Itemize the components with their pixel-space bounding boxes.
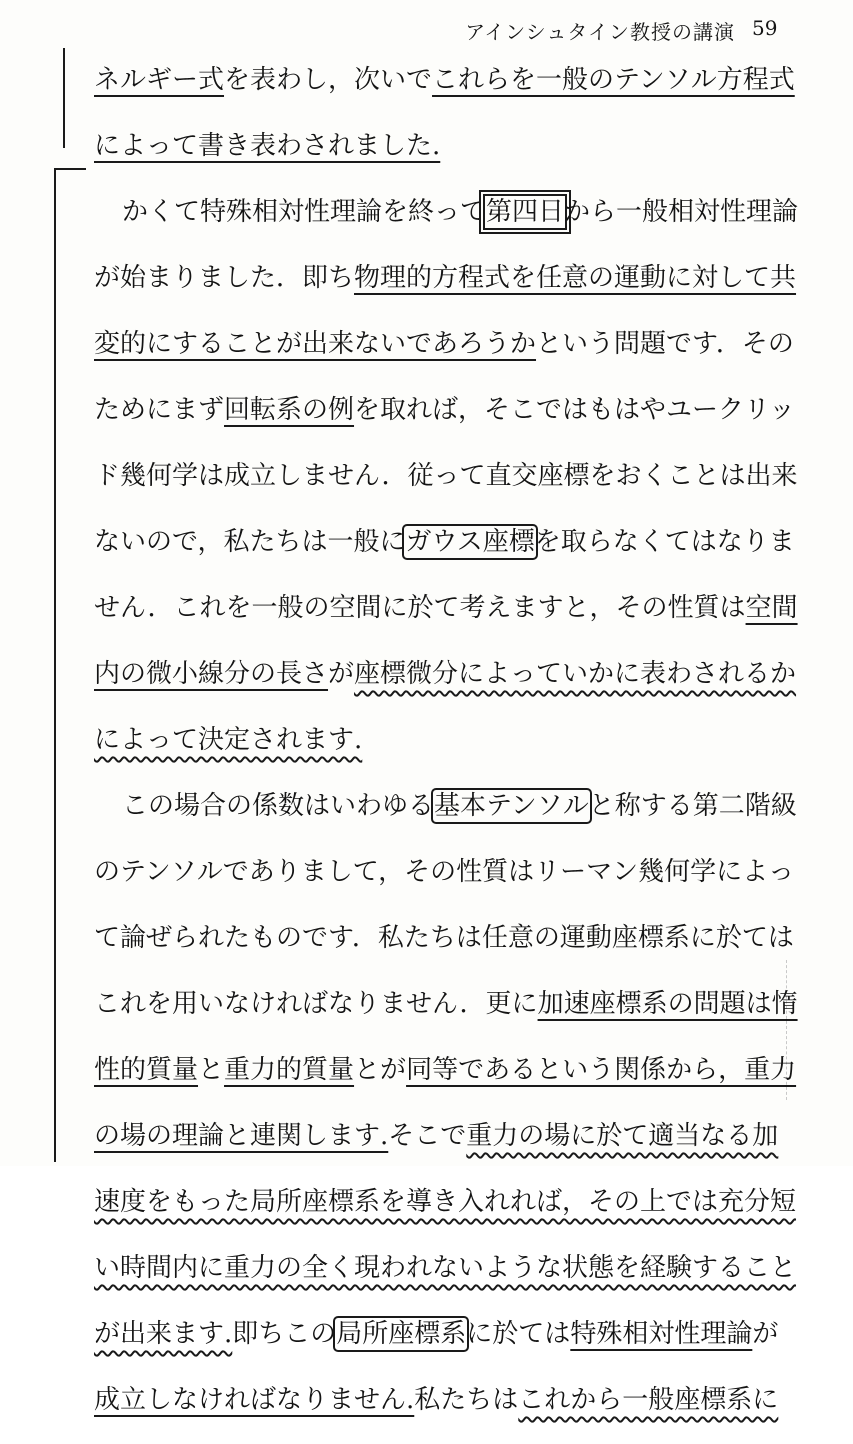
marked-text-ul: これらを一般のテンソル方程式 <box>432 65 795 95</box>
marked-text-wavy: 座標微分によっていかに表わされるか <box>354 659 797 689</box>
text-line <box>94 388 795 454</box>
marked-text-ul: 物理的方程式を任意の運動に対して共 <box>354 263 797 293</box>
text-segment: ド幾何学は成立しません．従って直交座標をおくことは出来 <box>94 461 798 491</box>
text-segment: ためにまず <box>94 395 225 425</box>
text-segment: これを用いなければなりません．更に <box>94 989 538 1019</box>
marked-text-wavy: い時間内に重力の全く現われないような状態を経験すること <box>94 1253 797 1283</box>
margin-bracket-top <box>63 48 65 148</box>
text-line <box>94 1114 779 1180</box>
text-line <box>94 916 794 982</box>
text-segment: かくて特殊相対性理論を終って <box>122 197 487 227</box>
text-segment: が <box>752 1319 779 1349</box>
marked-text-wavy: 重力の場に於て適当なる加 <box>466 1121 779 1151</box>
marked-text-ul: の場の理論と連関します. <box>94 1121 389 1151</box>
text-segment: この場合の係数はいわゆる <box>122 791 435 821</box>
text-line <box>94 454 798 520</box>
text-segment: に於ては <box>466 1319 571 1349</box>
text-segment: て論ぜられたものです．私たちは任意の運動座標系に於ては <box>94 923 794 953</box>
marked-text-ul: 重力的質量 <box>224 1055 355 1085</box>
text-line <box>94 1246 797 1312</box>
marked-text-boxed: 局所座標系 <box>336 1319 467 1349</box>
text-line <box>94 124 759 190</box>
text-segment: を取らなくてはなりま <box>534 527 795 557</box>
text-segment: から一般相対性理論 <box>564 197 799 227</box>
text-segment: とが <box>354 1055 407 1085</box>
marked-text-ul: 内の微小線分の長さ <box>94 659 329 689</box>
text-segment: せん．これを一般の空間に於て考えますと，その性質は <box>94 593 746 623</box>
marked-text-ul: ネルギー式 <box>94 65 225 95</box>
text-line <box>94 58 795 124</box>
text-line <box>94 256 797 322</box>
running-header: アインシュタイン教授の講演 <box>465 20 735 44</box>
text-segment: と <box>198 1055 225 1085</box>
text-segment: ないので，私たちは一般に <box>94 527 406 557</box>
marked-text-wavy: これから一般座標系に <box>518 1385 779 1415</box>
marked-text-ul: 加速座標系の問題は惰 <box>537 989 798 1019</box>
text-line <box>94 850 795 916</box>
marked-text-ul: 空間 <box>745 593 798 623</box>
text-line <box>94 1180 797 1246</box>
text-line <box>94 586 798 652</box>
text-line <box>94 322 794 388</box>
marked-text-double-box: 第四日 <box>486 197 565 227</box>
text-line <box>94 520 795 586</box>
text-line <box>94 190 799 256</box>
marked-text-ul: 性的質量 <box>94 1055 199 1085</box>
marked-text-ul: 回転系の例 <box>224 395 355 425</box>
text-segment: を表わし，次いで <box>224 65 433 95</box>
text-line <box>94 652 797 718</box>
text-line <box>94 718 759 784</box>
text-segment: のテンソルでありまして，その性質はリーマン幾何学によっ <box>94 857 795 887</box>
text-segment: が始まりました．即ち <box>94 263 355 293</box>
text-segment: という問題です．その <box>536 329 794 359</box>
text-line <box>94 982 798 1048</box>
marked-text-ul: 特殊相対性理論 <box>570 1319 753 1349</box>
text-line <box>94 1312 779 1378</box>
marked-text-wavy: 速度をもった局所座標系を導き入れれば，その上では充分短 <box>94 1187 797 1217</box>
margin-bracket-main <box>54 168 86 1162</box>
marked-text-boxed: 基本テンソル <box>434 791 589 821</box>
marked-text-wavy: によって決定されます. <box>94 725 363 755</box>
text-segment: を取れば，そこではもはやユークリッ <box>354 395 795 425</box>
text-segment: が <box>328 659 355 689</box>
marked-text-ul: によって書き表わされました. <box>94 131 441 161</box>
text-line <box>94 784 797 850</box>
marked-text-ul: 成立しなければなりません. <box>94 1385 415 1415</box>
marked-text-boxed: ガウス座標 <box>405 527 535 557</box>
marked-text-ul: 変的にすることが出来ないであろうか <box>94 329 537 359</box>
marked-text-ul: 同等であるという関係から，重力 <box>406 1055 797 1085</box>
page-number: 59 <box>752 16 778 40</box>
marked-text-wavy: が出来ます. <box>94 1319 233 1349</box>
text-segment: 私たちは <box>414 1385 519 1415</box>
text-segment: そこで <box>388 1121 467 1151</box>
text-segment: 即ちこの <box>232 1319 337 1349</box>
text-line <box>94 1378 779 1444</box>
body-text <box>94 58 799 1444</box>
text-line <box>94 1048 797 1114</box>
text-segment: と称する第二階級 <box>588 791 797 821</box>
